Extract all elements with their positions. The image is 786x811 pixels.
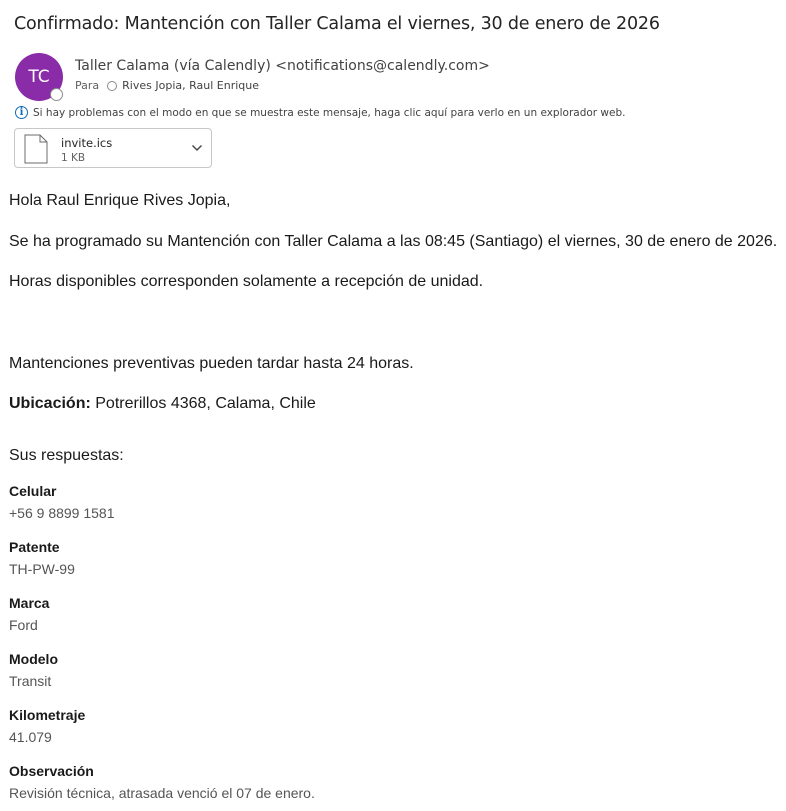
location-line [9,395,316,413]
response-label-kilometraje: Kilometraje [9,707,86,723]
display-notice-text[interactable]: Si hay problemas con el modo en que se muestra este mensaje, haga clic aquí para verlo en un explorador web. [33,106,626,119]
recipient-name[interactable]: Rives Jopia, Raul Enrique [122,79,259,92]
file-icon [23,134,49,164]
scheduled-text: Se ha programado su Mantención con Taller Calama a las 08:45 (Santiago) el viernes, 30 de enero de 2026. [9,233,778,250]
response-value-marca: Ford [9,617,38,633]
response-value-celular: +56 9 8899 1581 [9,505,115,521]
sender-name[interactable]: Taller Calama (vía Calendly) <notifications@calendly.com> [75,58,490,74]
response-label-modelo: Modelo [9,651,58,667]
response-value-modelo: Transit [9,673,52,689]
avatar-initials: TC [28,67,50,87]
response-label-observacion: Observación [9,763,94,779]
attachment-size: 1 KB [61,152,86,164]
info-icon: i [15,106,28,119]
hours-note: Horas disponibles corresponden solamente a recepción de unidad. [9,273,484,290]
response-label-celular: Celular [9,483,57,499]
response-value-kilometraje: 41.079 [9,729,52,745]
response-label-marca: Marca [9,595,50,611]
attachment-name: invite.ics [61,136,113,150]
responses-heading: Sus respuestas: [9,447,124,464]
response-value-observacion: Revisión técnica, atrasada venció el 07 de enero. [9,785,315,801]
display-notice[interactable] [15,106,626,119]
greeting-text: Hola Raul Enrique Rives Jopia, [9,192,231,209]
attachment-card[interactable] [14,128,212,168]
email-subject: Confirmado: Mantención con Taller Calama el viernes, 30 de enero de 2026 [14,14,660,34]
recipient-line [75,79,259,92]
preventive-note: Mantenciones preventivas pueden tardar hasta 24 horas. [9,355,414,372]
location-label: Ubicación: [9,395,91,412]
response-value-patente: TH-PW-99 [9,561,75,577]
response-label-patente: Patente [9,539,60,555]
chevron-down-icon[interactable] [191,144,203,152]
recipient-presence-icon [107,81,117,91]
to-label: Para [75,79,100,92]
presence-status-icon [50,88,63,101]
location-value: Potrerillos 4368, Calama, Chile [95,395,316,412]
